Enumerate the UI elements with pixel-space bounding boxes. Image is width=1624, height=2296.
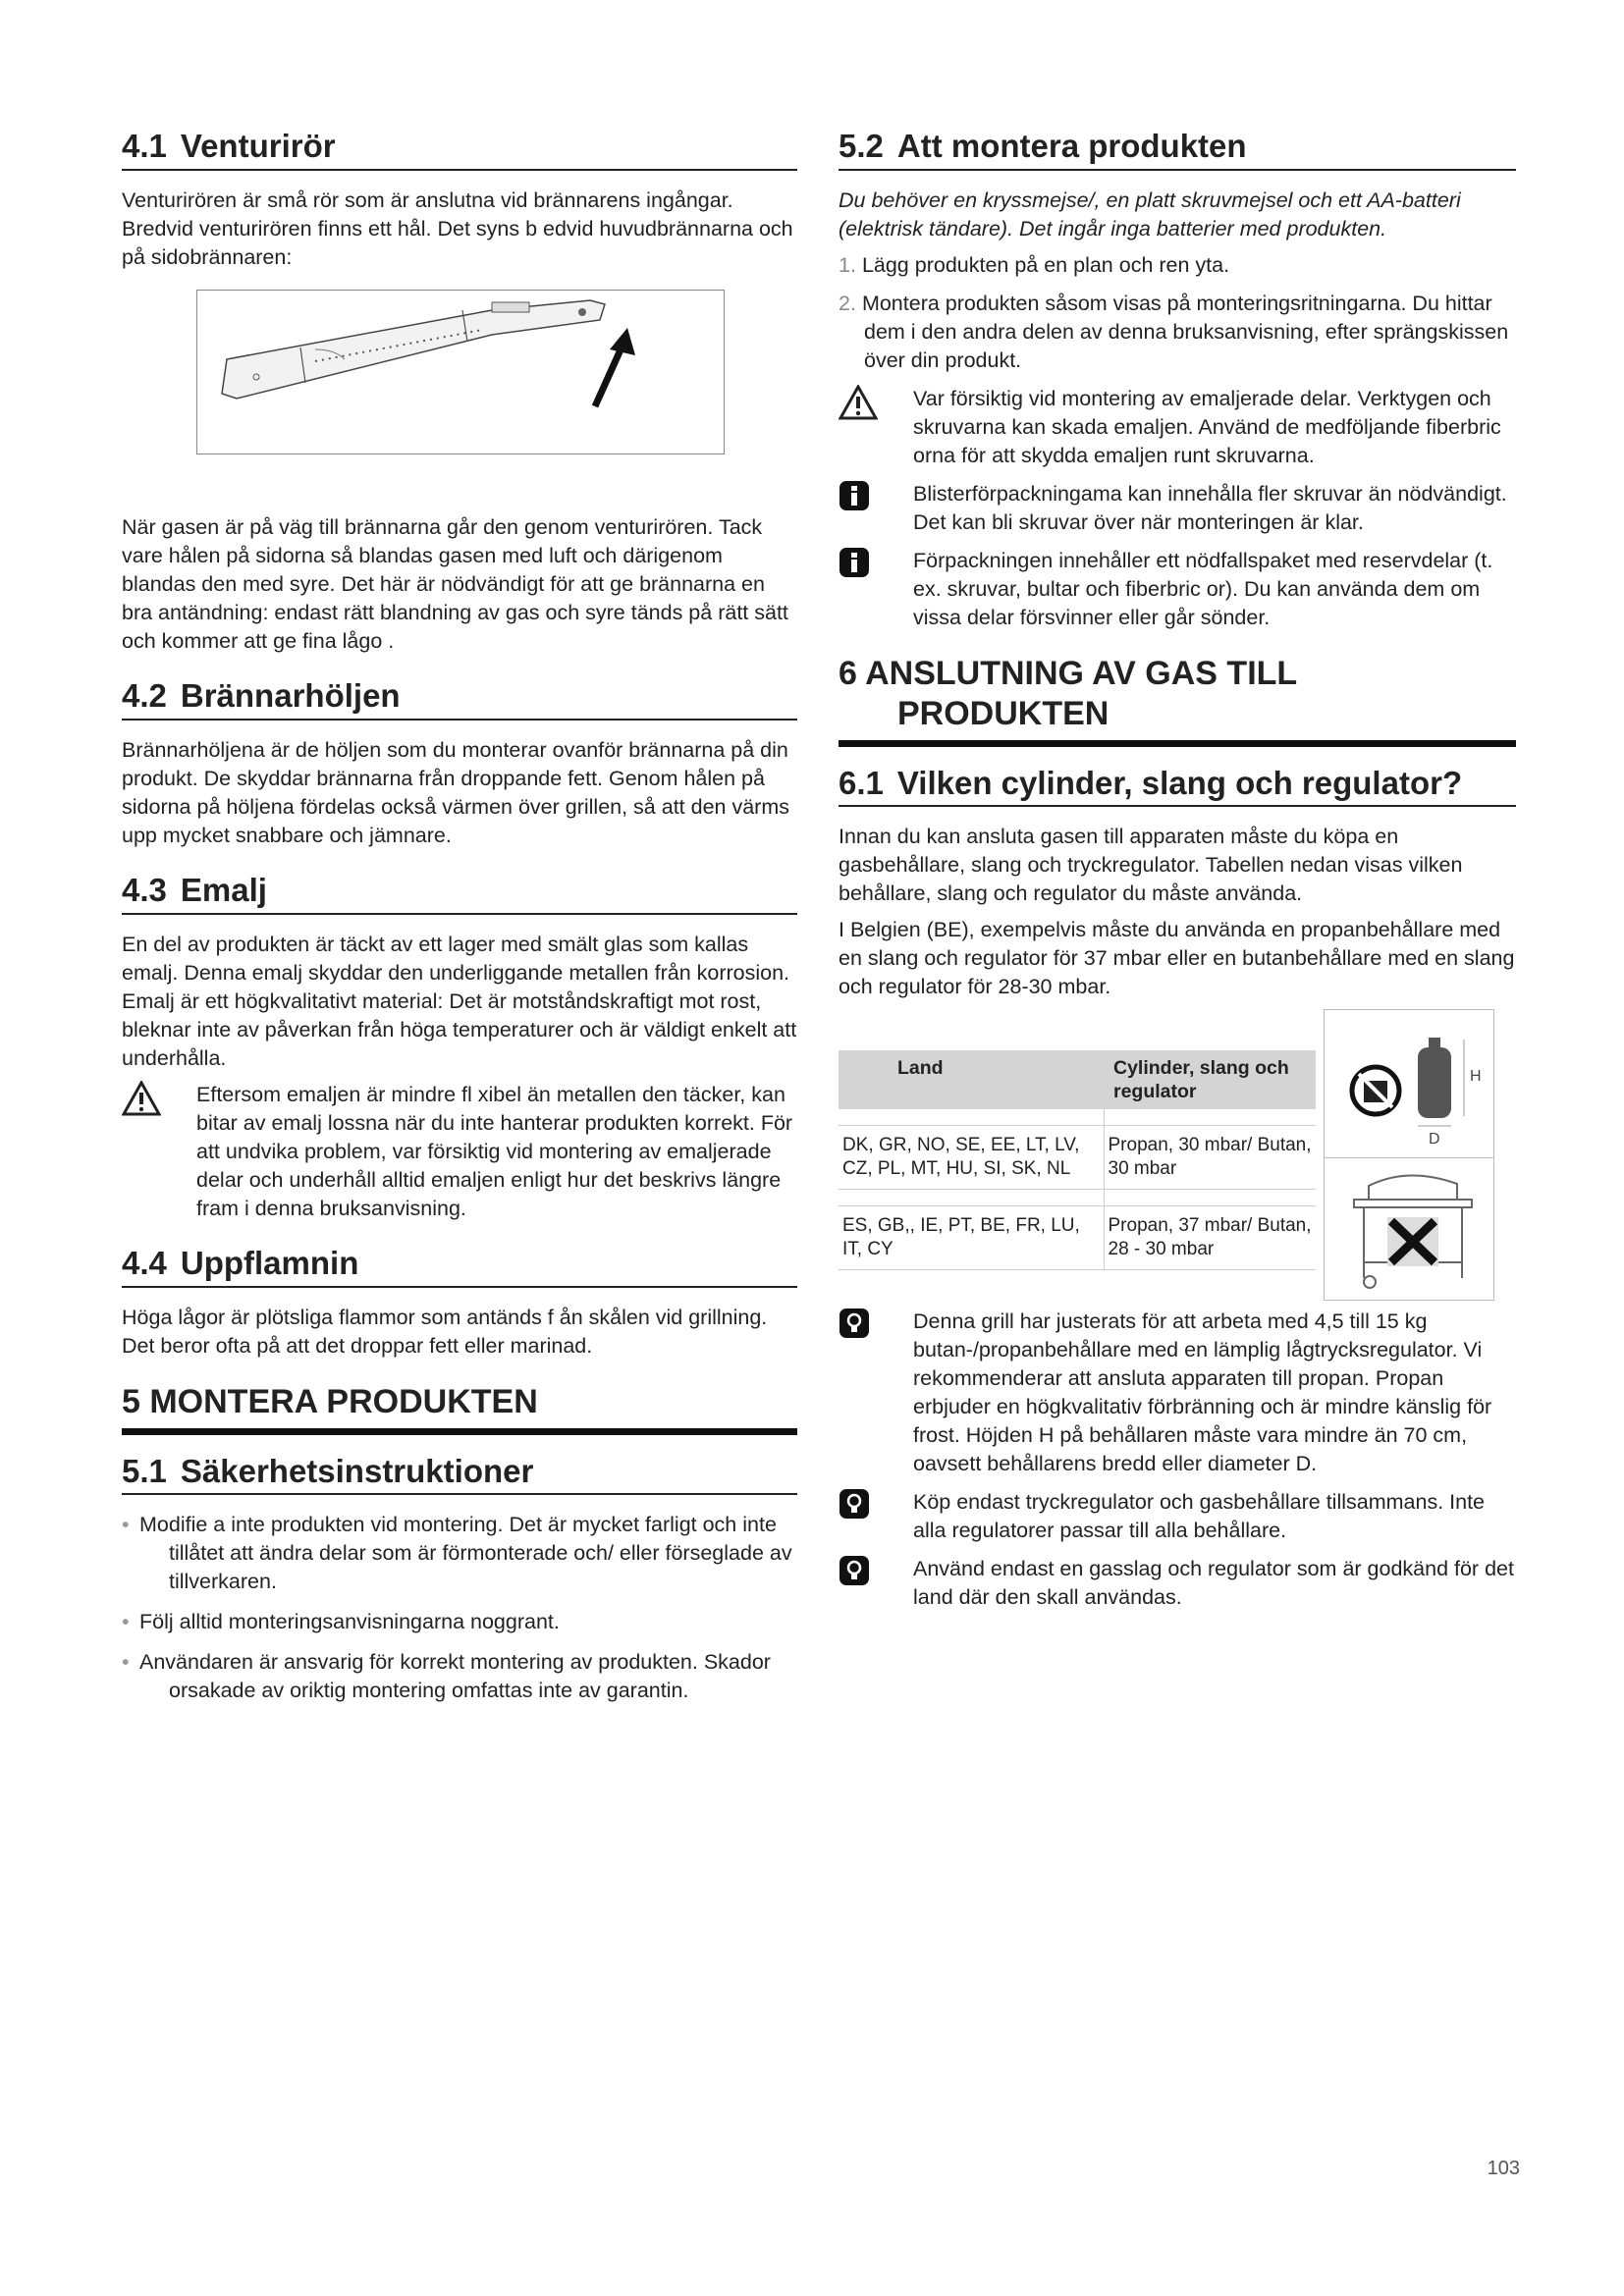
section-5-1 <box>122 1453 797 1706</box>
venturi-tube-figure <box>196 290 725 454</box>
section-heading: 5.1 Säkerhetsinstruktioner <box>122 1453 797 1496</box>
chapter-heading: 5 MONTERA PRODUKTEN <box>122 1382 797 1435</box>
warning-icon <box>122 1081 181 1121</box>
chapter-heading: 6 ANSLUTNING AV GAS TILL PRODUKTEN <box>839 654 1516 747</box>
list-item: 2. Montera produkten såsom visas på monteringsritningarna. Du hittar dem i den andra delen av denna bruksanvisning, efter sprängskissen över din produkt. <box>839 291 1509 372</box>
dimension-d-label: D <box>1429 1131 1440 1148</box>
paragraph: När gasen är på väg till brännarna går den genom venturirören. Tack vare hålen på sidorna så blandas gasen med luft och därigenom blandas den med syre. Det här är nödvändigt för att ge brännarna en bra antändning: endast rätt blandning av gas och syre tänds på rätt sätt och kommer att ge fina lågo . <box>122 514 788 653</box>
section-heading: 4.3 Emalj <box>122 872 797 915</box>
info-text: Förpackningen innehåller ett nödfallspaket med reservdelar (t. ex. skruvar, bultar och fiberbric or). Du kan använda dem om vissa delar försvinner eller går sönder. <box>913 548 1493 629</box>
table-cell: ES, GB,, IE, PT, BE, FR, LU, IT, CY <box>839 1206 1104 1270</box>
list-item: • Modifie a inte produkten vid montering. Det är mycket farligt och inte tillåtet att ändra delar som är förmonterade och/ eller förseglade av tillverkaren. <box>122 1513 792 1594</box>
paragraph: Venturirören är små rör som är anslutna vid brännarens ingångar. Bredvid venturirören finns ett hål. Det syns b edvid huvudbrännarna och på sidobrännaren: <box>122 187 793 269</box>
section-5-2 <box>839 128 1516 632</box>
venturi-tube-icon <box>197 291 724 454</box>
tip-text: Köp endast tryckregulator och gasbehållare tillsammans. Inte alla regulatorer passar till alla behållare. <box>913 1490 1486 1543</box>
section-heading: 4.4 Uppflamnin <box>122 1245 797 1288</box>
paragraph: Brännarhöljena är de höljen som du monterar ovanför brännarna på din produkt. De skyddar brännarna från droppande fett. Genom hålen på sidorna på höljena fördelas också värmen över grillen, så att den värms upp mycket snabbare och jämnare. <box>122 737 789 847</box>
list-item: • Följ alltid monteringsanvisningarna noggrant. <box>122 1610 560 1634</box>
table-cell: Propan, 37 mbar/ Butan, 28 - 30 mbar <box>1104 1206 1316 1270</box>
table-cell: DK, GR, NO, SE, EE, LT, LV, CZ, PL, MT, HU, SI, SK, NL <box>839 1126 1104 1190</box>
section-heading: 6.1 Vilken cylinder, slang och regulator? <box>839 765 1516 808</box>
paragraph: I Belgien (BE), exempelvis måste du använda en propanbehållare med en slang och regulator för 37 mbar eller en butanbehållare med en slang och regulator för 28-30 mbar. <box>839 918 1515 999</box>
warning-note <box>839 385 1516 470</box>
section-4-2 <box>122 677 797 850</box>
warning-icon <box>839 385 892 425</box>
warning-text: Eftersom emaljen är mindre fl xibel än metallen den täcker, kan bitar av emalj lossna när du inte hanterar produkten korrekt. För att undvika problem, var försiktig vid montering av emaljerade delar och underhåll alltid emaljen enligt hur det beskrivs längre fram i denna bruksanvisning. <box>196 1082 793 1220</box>
info-text: Blisterförpackningama kan innehålla fler skruvar än nödvändigt. Det kan bli skruvar över när monteringen är klar. <box>913 481 1507 534</box>
section-4-1 <box>122 128 797 656</box>
tip-icon <box>839 1555 892 1591</box>
gas-cylinder-figure <box>1324 1009 1494 1158</box>
safety-list <box>122 1511 797 1705</box>
section-4-3 <box>122 872 797 1223</box>
tip-text: Denna grill har justerats för att arbeta med 4,5 till 15 kg butan-/propanbehållare med en lämplig lågtrycksregulator. Vi rekommenderar att ansluta apparaten till propan. Propan erbjuder en högkvalitativ förbränning och är mindre känslig för frost. Höjden H på behållaren måste vara mindre än 70 cm, oavsett behållarens bredd eller diameter D. <box>913 1309 1492 1476</box>
tip-note <box>839 1308 1516 1478</box>
tip-note <box>839 1488 1516 1545</box>
warning-note <box>122 1081 797 1223</box>
section-4-4 <box>122 1245 797 1361</box>
gas-table <box>839 1050 1316 1270</box>
grill-figure <box>1324 1156 1494 1301</box>
grill-icon <box>1369 1176 1457 1201</box>
tip-icon <box>839 1488 892 1524</box>
info-icon <box>839 480 892 516</box>
intro-text: Du behöver en kryssmejse/, en platt skruvmejsel och ett AA-batteri (elektrisk tändare). Det ingår inga batterier med produkten. <box>839 187 1461 240</box>
section-heading: 4.1 Venturirör <box>122 128 797 171</box>
table-row <box>839 1126 1316 1190</box>
table-cell: Propan, 30 mbar/ Butan, 30 mbar <box>1104 1126 1316 1190</box>
list-item: • Användaren är ansvarig för korrekt montering av produkten. Skador orsakade av oriktig montering omfattas inte av garantin. <box>122 1650 771 1703</box>
tip-note <box>839 1555 1516 1612</box>
info-note <box>839 480 1516 537</box>
table-header: Cylinder, slang och regulator <box>1104 1050 1316 1109</box>
section-heading: 5.2 Att montera produkten <box>839 128 1516 171</box>
section-6-1 <box>839 765 1516 1613</box>
paragraph: Innan du kan ansluta gasen till apparaten måste du köpa en gasbehållare, slang och tryckregulator. Tabellen nedan visas vilken behållare, slang och regulator du måste använda. <box>839 825 1463 906</box>
section-heading: 4.2 Brännarhöljen <box>122 677 797 721</box>
paragraph: Höga lågor är plötsliga flammor som antänds f ån skålen vid grillning. Det beror ofta på att det droppar fett eller marinad. <box>122 1305 768 1358</box>
steps-list <box>839 251 1516 375</box>
info-icon <box>839 547 892 583</box>
left-column <box>122 128 797 1727</box>
tip-icon <box>839 1308 892 1344</box>
paragraph: En del av produkten är täckt av ett lager med smält glas som kallas emalj. Denna emalj skyddar den underliggande metallen från korrosion. Emalj är ett högkvalitativt material: Det är motståndskraftigt mot rost, bleknar inte av påverkan från höga temperaturer och är väldigt enkelt att underhålla. <box>122 932 797 1070</box>
gas-table-area <box>839 1009 1516 1304</box>
gas-cylinder-icon <box>1418 1047 1451 1118</box>
tip-text: Använd endast en gasslag och regulator som är godkänd för det land där den skall användas. <box>913 1557 1514 1610</box>
warning-text: Var försiktig vid montering av emaljerade delar. Verktygen och skruvarna kan skada emaljen. Använd de medföljande fiberbric orna för att skydda emaljen runt skruvarna. <box>913 386 1501 467</box>
right-column <box>839 128 1516 1633</box>
dimension-h-label: H <box>1470 1068 1482 1086</box>
page-number: 103 <box>1487 2158 1520 2179</box>
list-item: 1. Lägg produkten på en plan och ren yta. <box>839 252 1230 277</box>
table-header: Land <box>839 1050 1104 1109</box>
table-row <box>839 1206 1316 1270</box>
info-note <box>839 547 1516 632</box>
